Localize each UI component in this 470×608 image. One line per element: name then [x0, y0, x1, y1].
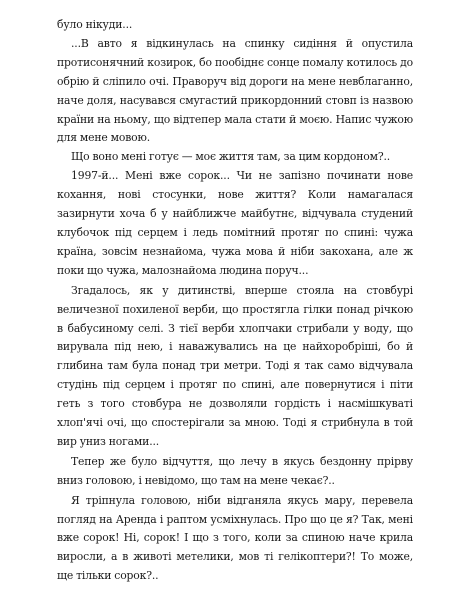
paragraph: Що воно мені готує — моє життя там, за цим кордоном?..	[71, 150, 391, 164]
paragraph: Згадалось, як у дитинстві, вперше стояла на стовбурі величезної похиленої верби, що простягла гілки понад річкою в бабусиному селі. З тієї верби хлопчаки стрибали у воду, що вирувала під нею, і наважувались на це найхоробріші, бо й глибина там була понад три метри. Тоді я так само відчувала студінь під серцем і протяг по спині, але повернутися і піти геть з того стовбура не дозволяли гордість і насмішкуваті хлоп'ячі очі, що спостерігали за мною. Тоді я стрибнула в той вир униз ногами...	[57, 283, 413, 448]
paragraph: ...В авто я відкинулась на спинку сидіння й опустила протисонячний козирок, бо пообіднє сонце помалу котилось до обрію й сліпило очі. Праворуч від дороги на мене невблаганно, наче доля, насувався смугастий прикордонний стовп із назвою країни на ньому, що відтепер мала стати й моєю. Напис чужою для мене мовою.	[57, 36, 413, 145]
paragraph: Я тріпнула головою, ніби відганяла якусь мару, перевела погляд на Аренда і раптом усміхнулась. Про що це я? Так, мені вже сорок! Ні, сорок! І що з того, коли за спиною наче крила виросли, а в животі метелики, мов ті гелікоптери?! То може, ще тільки сорок?..	[57, 493, 413, 583]
paragraph: було нікуди...	[57, 18, 133, 31]
paragraph: 1997-й... Мені вже сорок... Чи не запізно починати нове кохання, нові стосунки, нове життя? Коли намагалася зазирнути хоча б у найближче майбутнє, відчувала студений клубочок під серцем і ледь помітний протяг по спині: чужа країна, зовсім незнайома, чужа мова й ніби закохана, але ж поки що чужа, малознайома людина поруч...	[57, 169, 413, 277]
paragraph: Тепер же було відчуття, що лечу в якусь бездонну прірву вниз головою, і невідомо, що там на мене чекає?..	[57, 454, 413, 487]
body-text	[57, 16, 413, 586]
